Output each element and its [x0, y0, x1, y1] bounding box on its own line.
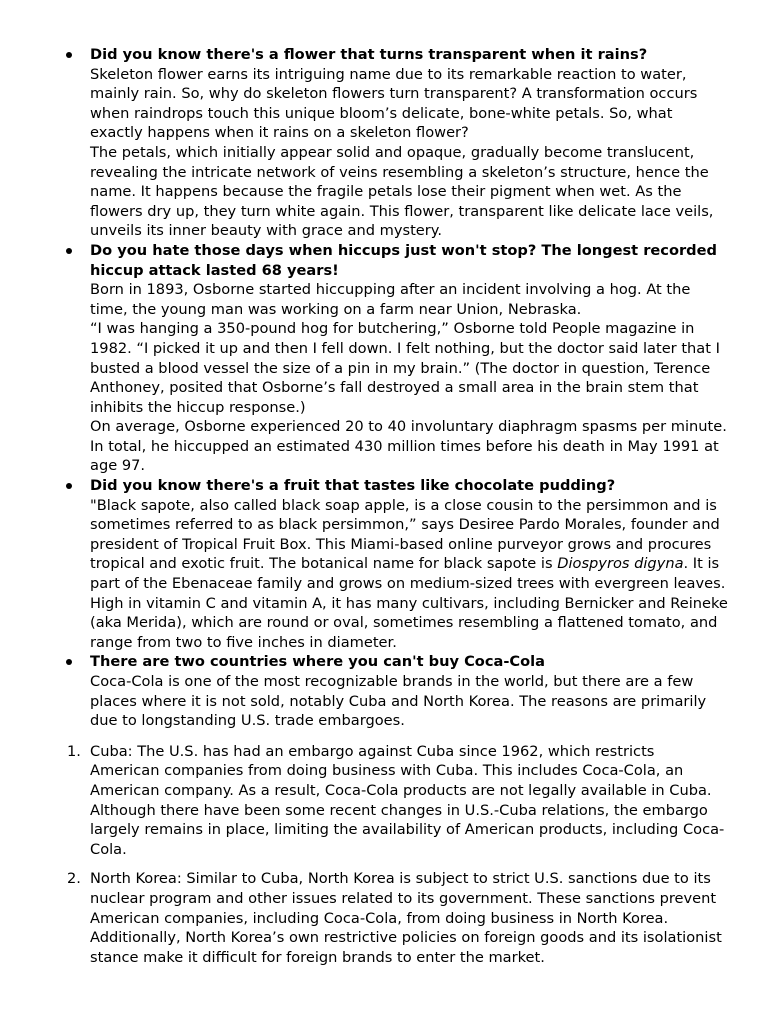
fact-question: There are two countries where you can't buy Coca-Cola: [90, 653, 545, 671]
fact-paragraph: Coca-Cola is one of the most recognizable brands in the world, but there are a few places where it is not sold, notably Cuba and North Korea. The reasons are primarily due to longstanding U.S. trade embargoes.: [90, 673, 707, 730]
fact-text: "Black sapote, also called black soap apple, is a close cousin to the persimmon and is sometimes referred to as black persimmon,” says Desiree Pardo Morales, founder and president of Tropical Fruit Box. This Miami-based online purveyor grows and procures tropical and exotic fruit. The botanical name for black sapote is: [90, 496, 720, 573]
fact-text: . It is part of the Ebenaceae family and grows on medium-sized trees with evergreen leaves. High in vitamin C and vitamin A, it has many cultivars, including Bernicker and Reineke (aka Merida), which are round or oval, sometimes resembling a flattened tomato, and range from two to five inches in diameter.: [90, 555, 728, 651]
country-text: Cuba: The U.S. has had an embargo against Cuba since 1962, which restricts American companies from doing business with Cuba. This includes Coca-Cola, an American company. As a result, Coca-Cola products are not legally available in Cuba. Although there have been some recent changes in U.S.-Cuba relations, the embargo largely remains in place, limiting the availability of American products, including Coca-Cola.: [90, 742, 725, 858]
botanical-name: Diospyros digyna: [557, 555, 684, 573]
fact-item-hiccups: [90, 241, 728, 476]
fact-item-black-sapote: [90, 476, 728, 652]
fact-question: Do you hate those days when hiccups just won't stop? The longest recorded hiccup attack lasted 68 years!: [90, 241, 717, 279]
list-number: 2.: [67, 870, 81, 888]
fact-item-coca-cola: [90, 652, 728, 730]
fact-paragraph: Born in 1893, Osborne started hiccupping after an incident involving a hog. At the time, the young man was working on a farm near Union, Nebraska.: [90, 281, 691, 318]
list-number: 1.: [67, 742, 81, 760]
fact-question: Did you know there's a fruit that tastes like chocolate pudding?: [90, 477, 616, 495]
fact-item-skeleton-flower: [90, 45, 728, 241]
fact-paragraph: On average, Osborne experienced 20 to 40 involuntary diaphragm spasms per minute. In total, he hiccupped an estimated 430 million times before his death in May 1991 at age 97.: [90, 418, 727, 475]
country-item-cuba: [67, 742, 728, 860]
fact-paragraph: The petals, which initially appear solid and opaque, gradually become translucent, revealing the intricate network of veins resembling a skeleton’s structure, hence the name. It happens because the fragile petals lose their pigment when wet. As the flowers dry up, they turn white again. This flower, transparent like delicate lace veils, unveils its inner beauty with grace and mystery.: [90, 143, 714, 240]
bullet-icon: [66, 483, 72, 489]
countries-list: [0, 742, 728, 968]
facts-list: [0, 45, 728, 731]
bullet-icon: [66, 248, 72, 254]
fact-paragraph: [90, 496, 728, 653]
fact-paragraph: Skeleton flower earns its intriguing name due to its remarkable reaction to water, mainly rain. So, why do skeleton flowers turn transparent? A transformation occurs when raindrops touch this unique bloom’s delicate, bone-white petals. So, what exactly happens when it rains on a skeleton flower?: [90, 65, 698, 142]
fact-question: Did you know there's a flower that turns transparent when it rains?: [90, 46, 648, 63]
bullet-icon: [66, 52, 72, 58]
country-text: North Korea: Similar to Cuba, North Korea is subject to strict U.S. sanctions due to its nuclear program and other issues related to its government. These sanctions prevent American companies, including Coca-Cola, from doing business in North Korea. Additionally, North Korea’s own restrictive policies on foreign goods and its isolationist stance make it difficult for foreign brands to enter the market.: [90, 870, 722, 966]
country-item-north-korea: [67, 869, 728, 967]
bullet-icon: [66, 659, 72, 665]
fact-paragraph: “I was hanging a 350-pound hog for butchering,” Osborne told People magazine in 1982. “I picked it up and then I fell down. I felt nothing, but the doctor said later that I busted a blood vessel the size of a pin in my brain.” (The doctor in question, Terence Anthoney, posited that Osborne’s fall destroyed a small area in the brain stem that inhibits the hiccup response.): [90, 320, 720, 416]
